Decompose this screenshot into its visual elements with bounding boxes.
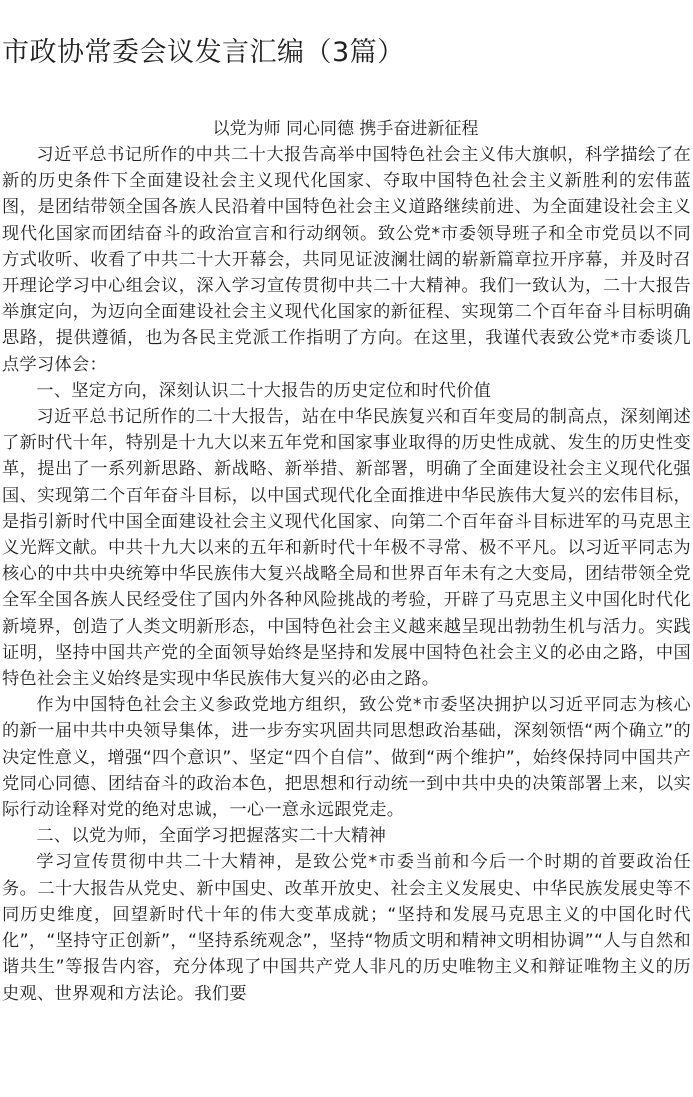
section-heading-1: 一、坚定方向，深刻认识二十大报告的历史定位和时代价值	[36, 380, 492, 401]
paragraph-intro: 习近平总书记所作的中共二十大报告高举中国特色社会主义伟大旗帜，科学描绘了在新的历史条件下全面建设社会主义现代化国家、夺取中国特色社会主义新胜利的宏伟蓝图，是团结带领全国各族人民沿着中国特色社会主义道路继续前进、为全面建设社会主义现代化国家而团结奋斗的政治宣言和行动纲领。致公党*市委领导班子和全市党员以不同方式收听、收看了中共二十大开幕会，共同见证波澜壮阔的崭新篇章拉开序幕，并及时召开理论学习中心组会议，深入学习宣传贯彻中共二十大精神。我们一致认为，二十大报告举旗定向，为迈向全面建设社会主义现代化国家的新征程、实现第二个百年奋斗目标明确思路，提供遵循，也为各民主党派工作指明了方向。在这里，我谨代表致公党*市委谈几点学习体会：	[2, 145, 691, 375]
speech-title: 以党为师 同心同德 携手奋进新征程	[212, 119, 479, 139]
paragraph-section-2: 学习宣传贯彻中共二十大精神，是致公党*市委当前和今后一个时期的首要政治任务。二十大报告从党史、新中国史、改革开放史、社会主义发展史、中华民族发展史等不同历史维度，回望新时代十年的伟大变革成就；“坚持和发展马克思主义的中国化时代化”，“坚持守正创新”，“坚持系统观念”，坚持“物质文明和精神文明相协调”“人与自然和谐共生”等报告内容，充分体现了中国共产党人非凡的历史唯物主义和辩证唯物主义的历史观、世界观和方法论。我们要	[2, 852, 691, 1004]
section-heading-2: 二、以党为师，全面学习把握落实二十大精神	[36, 826, 387, 847]
paragraph-section-1-b: 作为中国特色社会主义参政党地方组织，致公党*市委坚决拥护以习近平同志为核心的新一届中共中央领导集体，进一步夯实巩固共同思想政治基础，深刻领悟“两个确立”的决定性意义，增强“四个意识”、坚定“四个自信”、做到“两个维护”，始终保持同中国共产党同心同德、团结奋斗的政治本色，把思想和行动统一到中共中央的决策部署上来，以实际行动诠释对党的绝对忠诚，一心一意永远跟党走。	[2, 695, 691, 821]
document-title: 市政协常委会议发言汇编（3篇）	[2, 37, 405, 68]
speech-body	[0, 116, 693, 1007]
paragraph-section-1: 习近平总书记所作的二十大报告，站在中华民族复兴和百年变局的制高点，深刻阐述了新时代十年，特别是十九大以来五年党和国家事业取得的历史性成就、发生的历史性变革，提出了一系列新思路、新战略、新举措、新部署，明确了全面建设社会主义现代化强国、实现第二个百年奋斗目标，以中国式现代化全面推进中华民族伟大复兴的宏伟目标，是指引新时代中国全面建设社会主义现代化国家、向第二个百年奋斗目标进军的马克思主义光辉文献。中共十九大以来的五年和新时代十年极不寻常、极不平凡。以习近平同志为核心的中共中央统筹中华民族伟大复兴战略全局和世界百年未有之大变局，团结带领全党全军全国各族人民经受住了国内外各种风险挑战的考验，开辟了马克思主义中国化时代化新境界，创造了人类文明新形态，中国特色社会主义越来越呈现出勃勃生机与活力。实践证明，坚持中国共产党的全面领导始终是坚持和发展中国特色社会主义的必由之路，中国特色社会主义始终是实现中华民族伟大复兴的必由之路。	[2, 407, 691, 690]
